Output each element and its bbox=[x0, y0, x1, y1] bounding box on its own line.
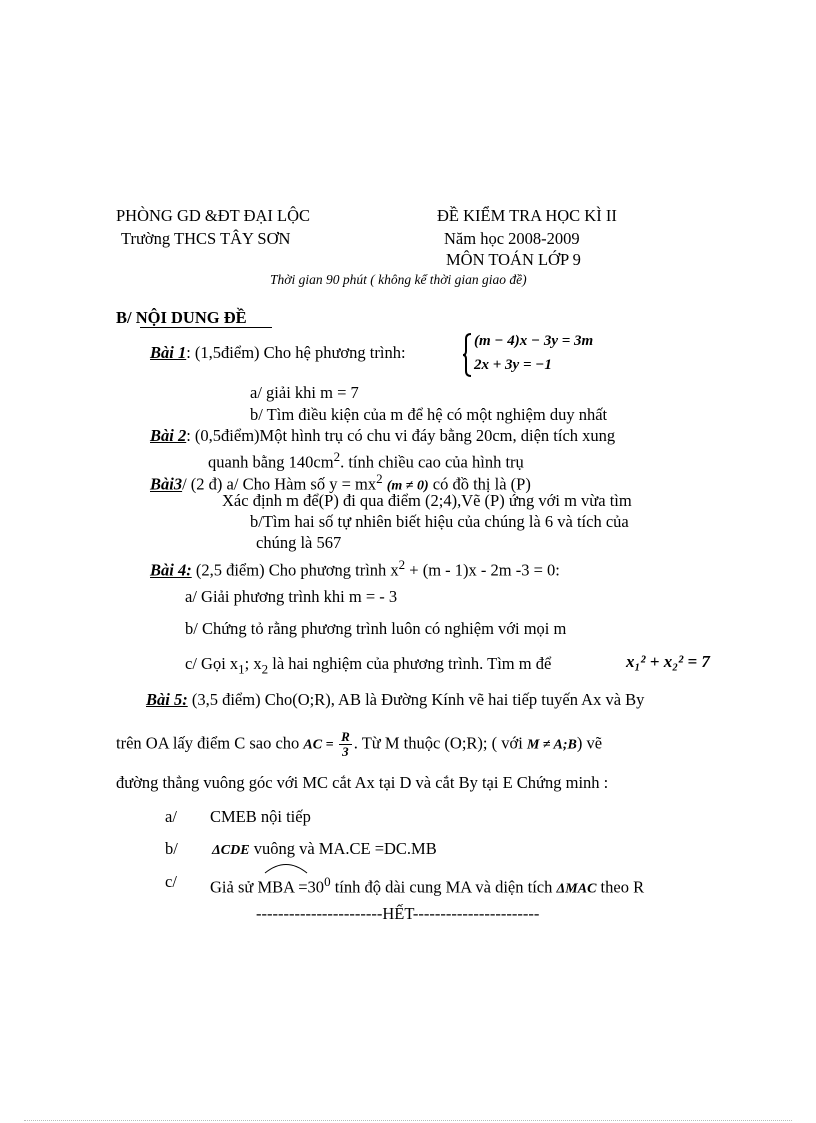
bai5-line-3: đường thẳng vuông góc với MC cắt Ax tại D và cắt By tại E Chứng minh : bbox=[116, 773, 609, 792]
bai3-line-2: Xác định m để(P) đi qua điểm (2;4),Vẽ (P) ứng với m vừa tìm bbox=[222, 491, 632, 510]
bai4-intro-b: + (m - 1)x - 2m -3 = 0: bbox=[405, 560, 560, 580]
bai4-subscript-1: 1 bbox=[238, 661, 245, 677]
bai4-part-c-c: là hai nghiệm của phương trình. Tìm m để bbox=[268, 654, 552, 673]
bai5-fraction bbox=[339, 730, 352, 759]
bai5-part-c-text bbox=[210, 872, 644, 900]
bai5-triangle-mac: ΔMAC bbox=[556, 881, 597, 897]
bai5-line-2c: ) vẽ bbox=[576, 733, 603, 753]
bai4-part-c-b: ; x bbox=[244, 654, 262, 673]
school-year: Năm học 2008-2009 bbox=[444, 229, 580, 248]
bai5-line-2b: . Từ M thuộc (O;R); ( với bbox=[353, 733, 527, 753]
bai2-label: Bài 2 bbox=[150, 426, 187, 445]
bai1-equation-2: 2x + 3y = −1 bbox=[474, 357, 552, 373]
bai3-intro-a: / (2 đ) a/ Cho Hàm số y = mx bbox=[182, 474, 377, 494]
bai2-line-2b: . tính chiều cao của hình trụ bbox=[340, 452, 524, 472]
bai5-part-c-label: c/ bbox=[165, 872, 177, 891]
subject-title: MÔN TOÁN LỚP 9 bbox=[446, 250, 581, 269]
department-name: PHÒNG GD &ĐT ĐẠI LỘC bbox=[116, 206, 311, 225]
bai5-line-2 bbox=[116, 730, 602, 759]
bai5-line-2a: trên OA lấy điểm C sao cho bbox=[116, 733, 304, 753]
bai3-superscript: 2 bbox=[376, 471, 383, 486]
bai5-degree-superscript: 0 bbox=[324, 874, 331, 889]
bai4-part-c bbox=[185, 654, 551, 679]
bai5-part-a-text: CMEB nội tiếp bbox=[210, 807, 311, 826]
bai4-intro-a: (2,5 điểm) Cho phương trình x bbox=[191, 560, 399, 580]
section-title-underline bbox=[140, 327, 272, 328]
fraction-numerator: R bbox=[341, 729, 350, 744]
school-name: Trường THCS TÂY SƠN bbox=[121, 229, 291, 248]
bai3-intro-b: có đồ thị là (P) bbox=[428, 474, 531, 494]
bai1-part-b: b/ Tìm điều kiện của m để hệ có một nghiệm duy nhất bbox=[250, 405, 608, 424]
bai4-part-b: b/ Chứng tỏ rằng phương trình luôn có nghiệm với mọi m bbox=[185, 619, 567, 638]
bai2-line-1-text: : (0,5điểm)Một hình trụ có chu vi đáy bằng 20cm, diện tích xung bbox=[186, 426, 616, 445]
bai5-label: Bài 5: bbox=[146, 690, 188, 709]
bai1-intro bbox=[150, 343, 406, 363]
bai5-condition: M ≠ A;B bbox=[526, 737, 577, 753]
bai1-equation-1: (m − 4)x − 3y = 3m bbox=[474, 333, 594, 349]
bai1-intro-text: : (1,5điểm) Cho hệ phương trình: bbox=[186, 343, 406, 362]
bai4-label: Bài 4: bbox=[150, 560, 192, 580]
page-bottom-rule bbox=[24, 1120, 792, 1121]
bai3-condition: (m ≠ 0) bbox=[386, 478, 429, 494]
bai5-part-c-4: theo R bbox=[596, 877, 645, 897]
bai5-line-1 bbox=[146, 690, 644, 710]
section-title bbox=[116, 308, 247, 328]
bai1-part-a: a/ giải khi m = 7 bbox=[250, 383, 359, 402]
end-marker: -----------------------HẾT----------------------- bbox=[256, 904, 540, 923]
bai5-line-1-text: (3,5 điểm) Cho(O;R), AB là Đường Kính vẽ hai tiếp tuyến Ax và By bbox=[187, 690, 645, 709]
bai4-formula: x₁² + x₂² = 7 bbox=[626, 652, 710, 671]
fraction-denominator: 3 bbox=[342, 744, 349, 759]
bai5-part-c-2: =30 bbox=[294, 877, 325, 897]
bai3-part-b-line-2: chúng là 567 bbox=[256, 533, 342, 552]
exam-duration: Thời gian 90 phút ( không kể thời gian giao đề) bbox=[270, 272, 527, 287]
bai3-part-b-line-1: b/Tìm hai số tự nhiên biết hiệu của chúng là 6 và tích của bbox=[250, 512, 629, 531]
bai5-part-c-1: Giả sử bbox=[210, 877, 258, 897]
bai2-superscript: 2 bbox=[333, 449, 341, 464]
section-title-text: B/ NỘI DUNG ĐỀ bbox=[116, 308, 247, 327]
bai2-line-2a: quanh bằng 140cm bbox=[208, 452, 334, 472]
bai1-label: Bài 1 bbox=[150, 343, 187, 362]
bai5-part-b-label: b/ bbox=[165, 839, 178, 858]
bai4-intro bbox=[150, 555, 560, 581]
bai5-part-c-3: tính độ dài cung MA và diện tích bbox=[330, 877, 557, 897]
exam-title: ĐỀ KIỂM TRA HỌC KÌ II bbox=[437, 206, 617, 225]
bai5-part-b-rest: vuông và MA.CE =DC.MB bbox=[249, 839, 437, 858]
bai4-superscript: 2 bbox=[398, 557, 406, 572]
bai4-subscript-2: 2 bbox=[261, 661, 269, 677]
bai4-part-a: a/ Giải phương trình khi m = - 3 bbox=[185, 587, 398, 606]
bai5-angle-mba: MBA bbox=[257, 877, 295, 897]
bai4-part-c-a: c/ Gọi x bbox=[185, 654, 239, 673]
bai5-part-a-label: a/ bbox=[165, 807, 177, 826]
system-brace-icon bbox=[462, 333, 472, 377]
bai2-line-1 bbox=[150, 426, 615, 446]
bai5-part-b-text bbox=[212, 839, 437, 861]
bai5-triangle-cde: ΔCDE bbox=[212, 843, 250, 858]
bai5-ac: AC = bbox=[303, 737, 338, 753]
bai3-label: Bài3 bbox=[150, 474, 183, 494]
